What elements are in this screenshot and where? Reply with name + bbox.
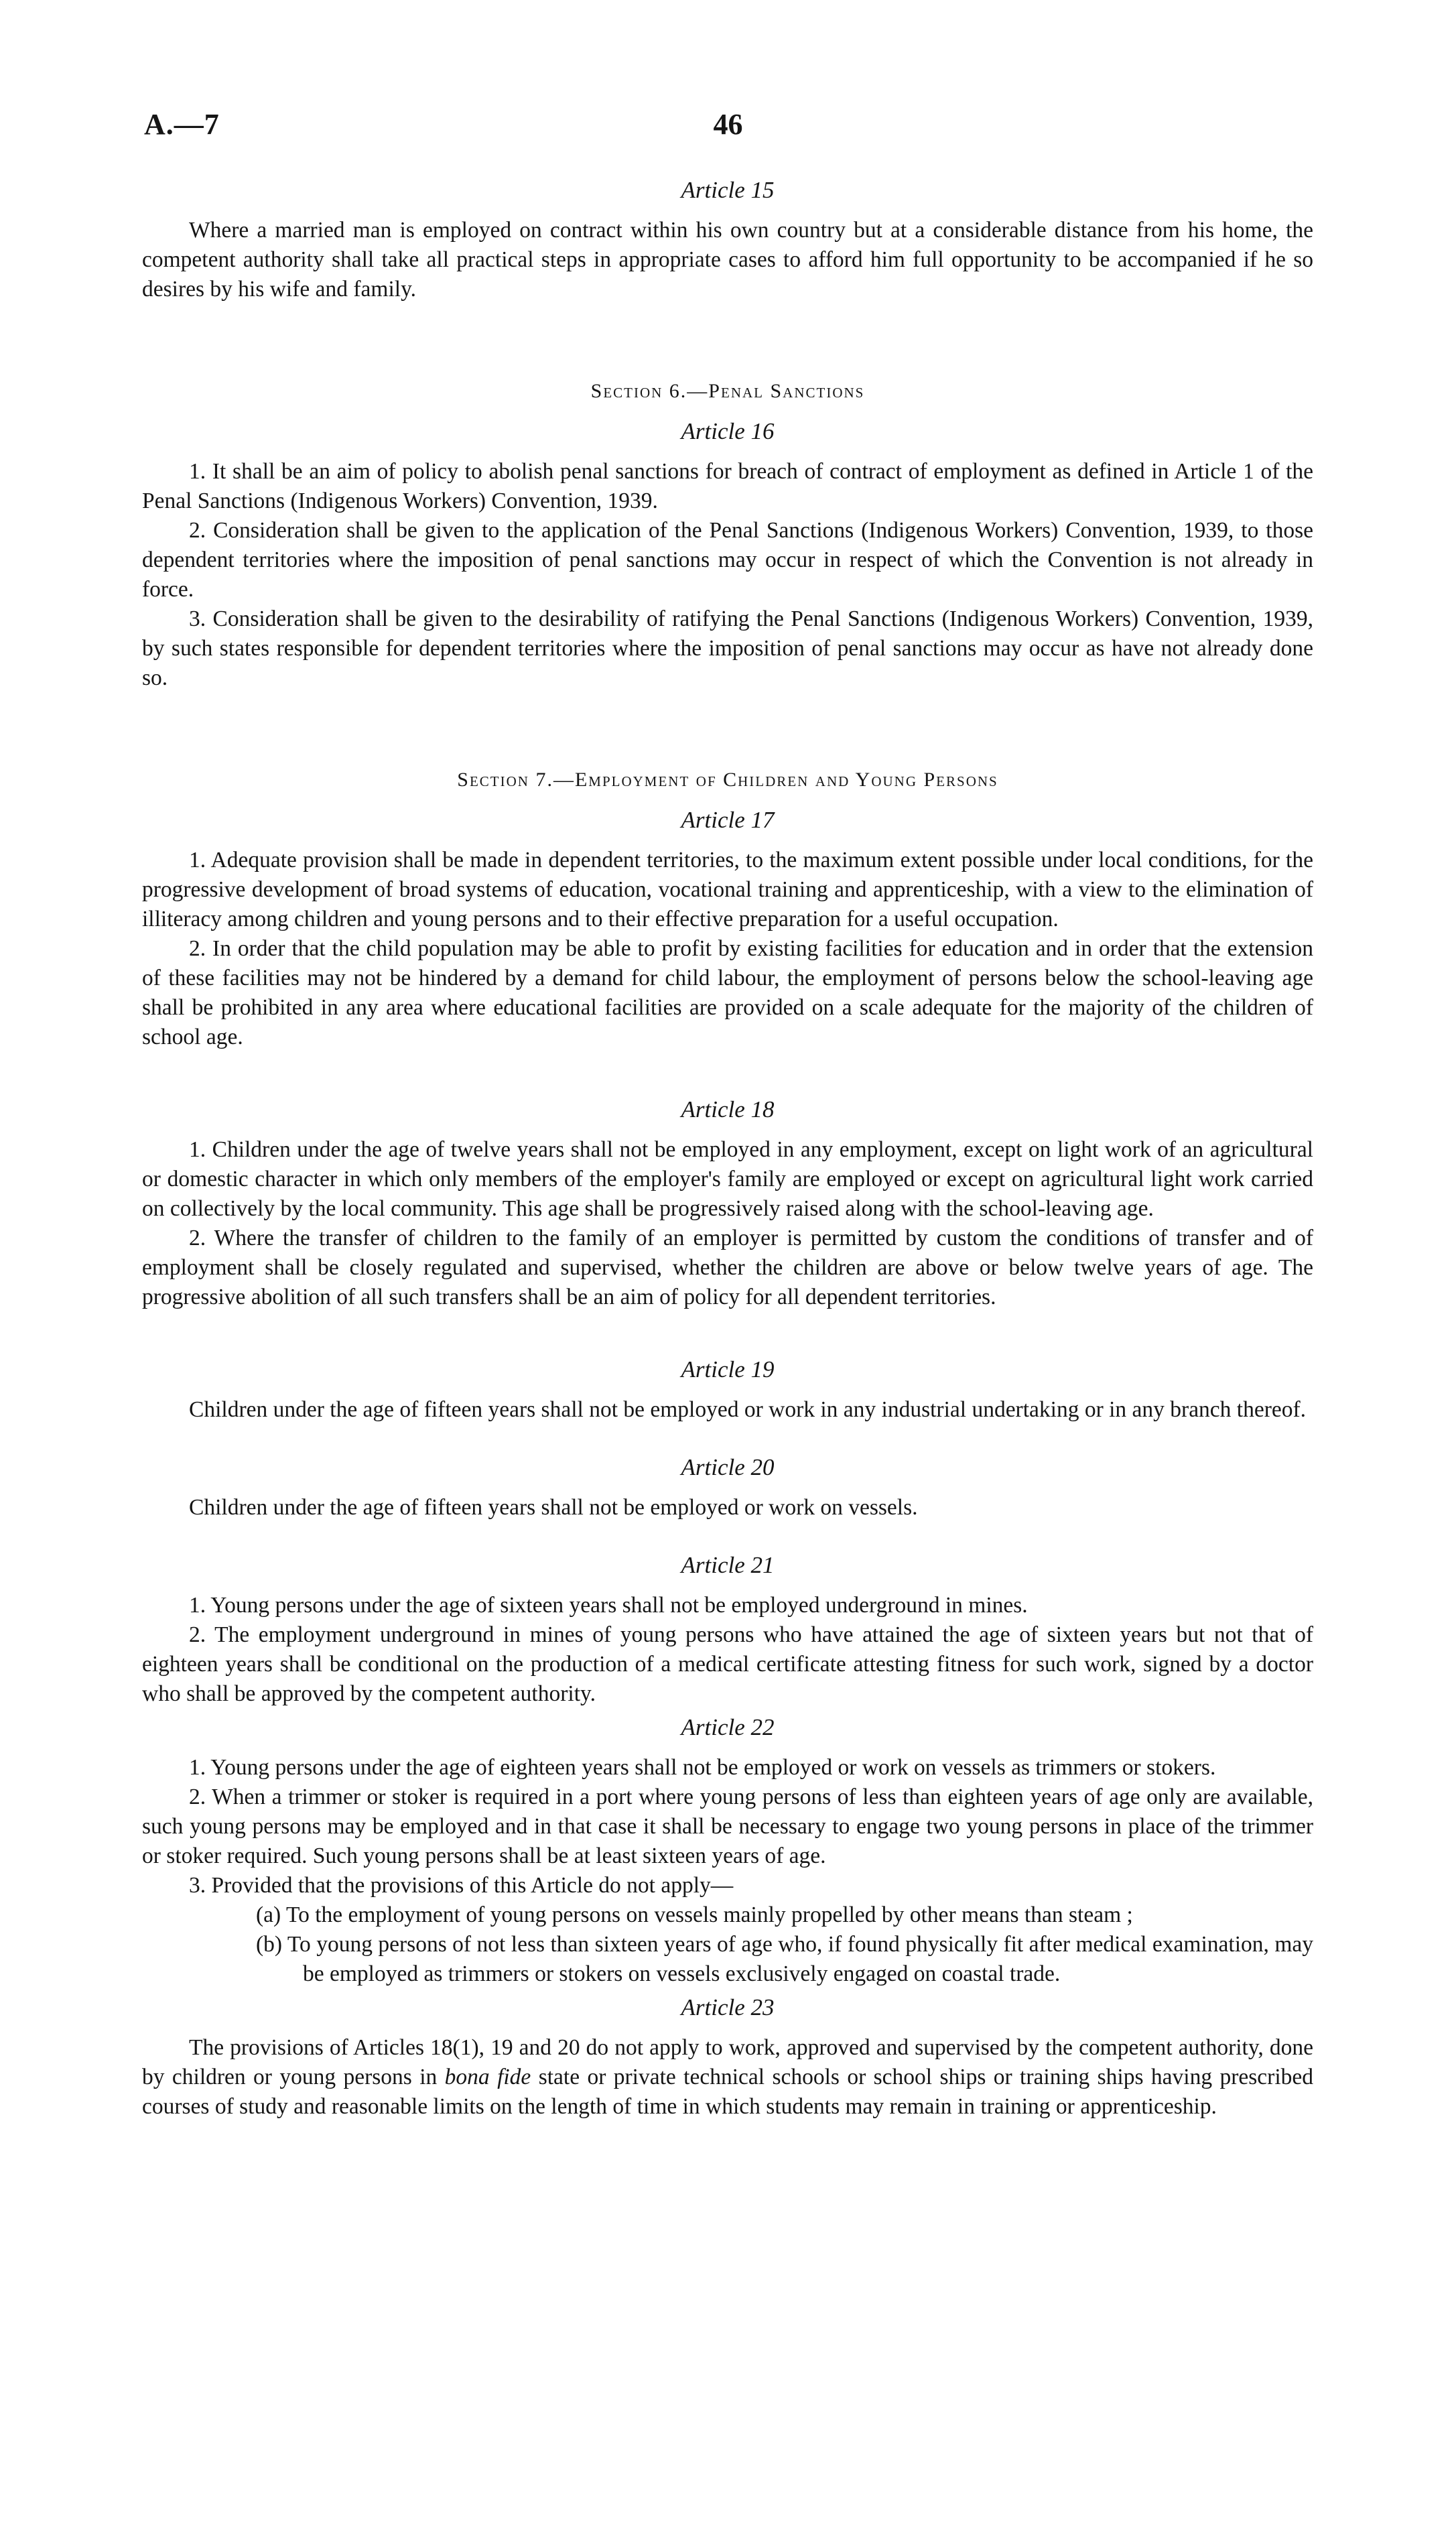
article-23-italic-term: bona fide <box>444 2065 531 2089</box>
article-16-title: Article 16 <box>681 418 775 444</box>
article-22-subclause-a: (a) To the employment of young persons on vessels mainly propelled by other means than steam ; <box>256 1902 1133 1927</box>
article-18-paragraph-1: 1. Children under the age of twelve years shall not be employed in any employment, except on light work of an agricultural or domestic character in which only members of the employer's family are employed or except on agricultural light work carried on collectively by the local community. This age shall be progressively raised along with the school-leaving age. <box>142 1137 1313 1221</box>
article-22-paragraph-3: 3. Provided that the provisions of this Article do not apply— <box>189 1873 734 1898</box>
article-19-title: Article 19 <box>681 1356 775 1382</box>
page-number: 46 <box>713 108 743 141</box>
article-21-paragraph-1: 1. Young persons under the age of sixteen years shall not be employed underground in mines. <box>189 1593 1028 1618</box>
article-21-paragraph-2: 2. The employment underground in mines of young persons who have attained the age of sixteen years but not that of eighteen years shall be conditional on the production of a medical certificate attesting fitness for such work, signed by a doctor who shall be approved by the competent authority. <box>142 1622 1313 1706</box>
article-16-paragraph-2: 2. Consideration shall be given to the application of the Penal Sanctions (Indigenous Workers) Convention, 1939, to those dependent territories where the imposition of penal sanctions may occur in respect of which the Convention is not already in force. <box>142 518 1313 602</box>
article-18-paragraph-2: 2. Where the transfer of children to the family of an employer is permitted by custom the conditions of transfer and of employment shall be closely regulated and supervised, whether the children are above or below twelve years of age. The progressive abolition of all such transfers shall be an aim of policy for all dependent territories. <box>142 1226 1313 1309</box>
document-body <box>142 176 1313 2122</box>
article-23-paragraph <box>142 2033 1313 2122</box>
article-18-title: Article 18 <box>681 1096 775 1122</box>
article-21-title: Article 21 <box>681 1552 775 1578</box>
article-15-paragraph: Where a married man is employed on contract within his own country but at a considerable distance from his home, the competent authority shall take all practical steps in appropriate cases to afford him full opportunity to be accompanied if he so desires by his wife and family. <box>142 218 1313 302</box>
article-17-title: Article 17 <box>681 807 775 833</box>
section-7-title: Section 7.—Employment of Children and Young Persons <box>457 769 998 791</box>
article-23-title: Article 23 <box>681 1994 775 2020</box>
article-17-paragraph-1: 1. Adequate provision shall be made in dependent territories, to the maximum extent possible under local conditions, for the progressive development of broad systems of education, vocational training and apprenticeship, with a view to the elimination of illiteracy among children and young persons and to their effective preparation for a useful occupation. <box>142 848 1313 931</box>
article-20-title: Article 20 <box>681 1454 775 1480</box>
section-6-title: Section 6.—Penal Sanctions <box>590 380 865 402</box>
article-22-title: Article 22 <box>681 1714 775 1740</box>
page-header <box>0 107 1456 154</box>
article-23-text-start: The provisions of Articles 18(1), 19 and 20 do not apply to work, approved and supervised by the competent authority, done by children or young persons in <box>142 2035 1313 2089</box>
article-22-paragraph-1: 1. Young persons under the age of eighteen years shall not be employed or work on vessels as trimmers or stokers. <box>189 1755 1216 1780</box>
article-19-paragraph: Children under the age of fifteen years shall not be employed or work in any industrial undertaking or in any branch thereof. <box>189 1397 1307 1422</box>
article-17-paragraph-2: 2. In order that the child population may be able to profit by existing facilities for education and in order that the extension of these facilities may not be hindered by a demand for child labour, the employment of persons below the school-leaving age shall be prohibited in any area where educational facilities are provided on a scale adequate for the majority of the children of school age. <box>142 936 1313 1049</box>
article-15-title: Article 15 <box>681 177 775 203</box>
article-23-text-end: state or private technical schools or school ships or training ships having prescribed courses of study and reasonable limits on the length of time in which students may remain in training or apprenticeship. <box>142 2065 1313 2119</box>
article-20-paragraph: Children under the age of fifteen years shall not be employed or work on vessels. <box>189 1495 918 1520</box>
article-16-paragraph-1: 1. It shall be an aim of policy to abolish penal sanctions for breach of contract of employment as defined in Article 1 of the Penal Sanctions (Indigenous Workers) Convention, 1939. <box>142 459 1313 513</box>
document-reference: A.—7 <box>144 108 220 141</box>
article-22-paragraph-2: 2. When a trimmer or stoker is required in a port where young persons of less than eighteen years of age only are available, such young persons may be employed and in that case it shall be necessary to engage two young persons in place of the trimmer or stoker required. Such young persons shall be at least sixteen years of age. <box>142 1785 1313 1868</box>
article-16-paragraph-3: 3. Consideration shall be given to the desirability of ratifying the Penal Sanctions (Indigenous Workers) Convention, 1939, by such states responsible for dependent territories where the imposition of penal sanctions may occur as have not already done so. <box>142 606 1313 690</box>
article-22-subclause-b: (b) To young persons of not less than sixteen years of age who, if found physically fit after medical examination, may be employed as trimmers or stokers on vessels exclusively engaged on coastal trade. <box>256 1932 1313 1986</box>
